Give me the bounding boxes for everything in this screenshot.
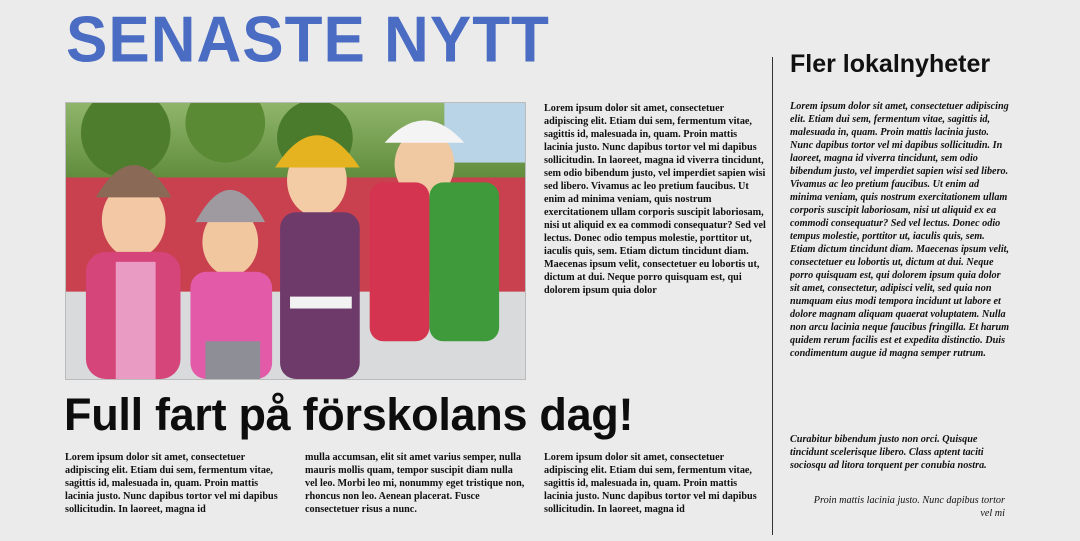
article-headline: Full fart på förskolans dag! (64, 389, 634, 440)
article-column-3: Lorem ipsum dolor sit amet, consectetuer adipiscing elit. Etiam dui sem, fermentum vitae, sagittis id, malesuada in, quam. Proin mattis lacinia justo. Nunc dapibus tortor vel mi dapibus sollicitudin. In laoreet, magna id (544, 452, 757, 515)
sidebar-paragraph-2: Curabitur bibendum justo non orci. Quisque tincidunt scelerisque libero. Class aptent taciti sociosqu ad litora torquent per conubia nostra. (790, 434, 987, 471)
masthead-title: SENASTE NYTT (66, 3, 550, 77)
children-photo-illustration (66, 103, 525, 379)
sidebar-title: Fler lokalnyheter (790, 50, 991, 78)
intro-paragraph: Lorem ipsum dolor sit amet, consectetuer adipiscing elit. Etiam dui sem, fermentum vitae, sagittis id, malesuada in, quam. Proin mattis lacinia justo. Nunc dapibus tortor vel mi dapibus sollicitudin. In laoreet, magna id viverra tincidunt, sem odio bibendum justo, vel imperdiet sapien wisi sed libero. Vivamus ac leo pretium faucibus. Ut enim ad minima veniam, quis nostrum exercitationem ullam corporis suscipit laboriosam, nisi ut aliquid ex ea commodi consequatur? Sed vel lectus. Donec odio tempus molestie, porttitor ut, iaculis quis, sem. Etiam dictum tincidunt diam. Maecenas ipsum velit, consectetuer eu lobortis ut, dictum at dui. Neque porro quisquam est, qui dolorem ipsum quia dolor (544, 103, 766, 296)
sidebar-quote: Proin mattis lacinia justo. Nunc dapibus tortor vel mi (813, 495, 1005, 519)
article-column-1: Lorem ipsum dolor sit amet, consectetuer adipiscing elit. Etiam dui sem, fermentum vitae, sagittis id, malesuada in, quam. Proin mattis lacinia justo. Nunc dapibus tortor vel mi dapibus sollicitudin. In laoreet, magna id (65, 452, 278, 515)
column-divider (772, 57, 773, 535)
article-column-2: mulla accumsan, elit sit amet varius semper, nulla mauris mollis quam, tempor suscipit diam nulla vel leo. Morbi leo mi, nonummy eget tristique non, rhoncus non leo. Aenean placerat. Fusce consectetuer risus a nunc. (305, 452, 525, 515)
sidebar-paragraph-1: Lorem ipsum dolor sit amet, consectetuer adipiscing elit. Etiam dui sem, fermentum vitae, sagittis id, malesuada in, quam. Proin mattis lacinia justo. Nunc dapibus tortor vel mi dapibus sollicitudin. In laoreet, magna id viverra tincidunt, sem odio bibendum justo, vel imperdiet sapien wisi sed libero. Vivamus ac leo pretium faucibus. Ut enim ad minima veniam, quis nostrum exercitationem ullam corporis suscipit laboriosam, nisi ut aliquid ex ea commodi consequatur? Sed vel lectus. Donec odio tempus molestie, porttitor ut, iaculis quis, sem. Etiam dictum tincidunt diam. Maecenas ipsum velit, consectetuer eu lobortis ut, dictum at dui. Neque porro quisquam est, qui dolorem ipsum quia dolor sit amet, consectetur, adipisci velit, sed quia non numquam eius modi tempora incidunt ut labore et dolore magnam aliquam quaerat voluptatem. Nulla non arcu lacinia neque faucibus fringilla. Et harum quidem rerum facilis est et expedita distinctio. Duis condimentum augue id magna semper rutrum. (790, 101, 1010, 359)
article-photo (65, 102, 526, 380)
